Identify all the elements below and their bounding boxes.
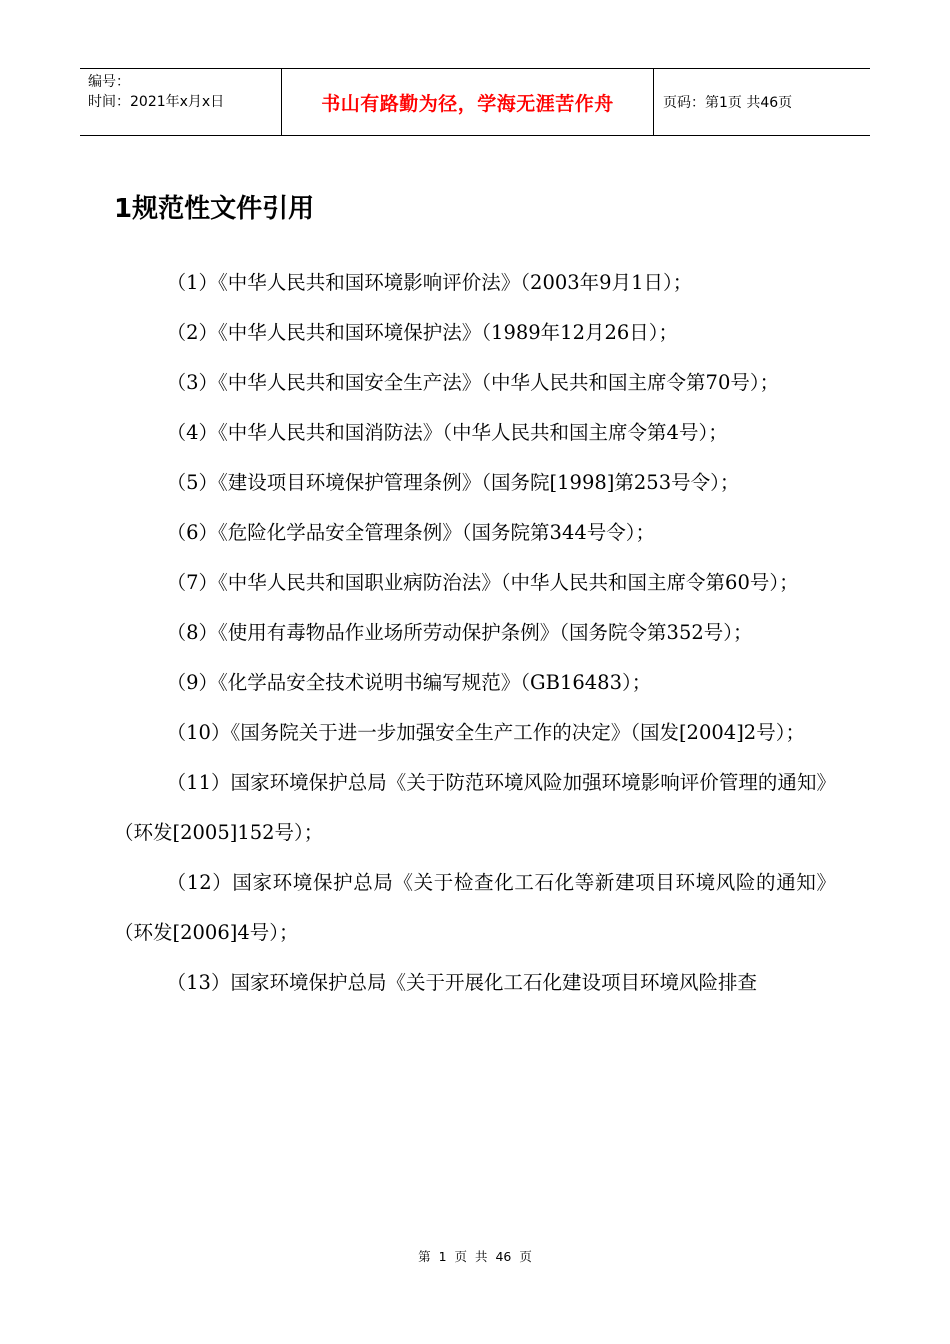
list-item: （10）《国务院关于进一步加强安全生产工作的决定》（国发[2004]2号）； — [166, 721, 805, 744]
header-motto: 书山有路勤为径，学海无涯苦作舟 — [282, 69, 654, 135]
list-item: （9）《化学品安全技术说明书编写规范》（GB16483）； — [166, 671, 652, 694]
serial-number-label: 编号： — [88, 74, 130, 90]
header-page-info: 页码：第1页 共46页 — [663, 95, 793, 111]
list-item: （5）《建设项目环境保护管理条例》（国务院[1998]第253号令）； — [166, 471, 740, 494]
list-item: （3）《中华人民共和国安全生产法》（中华人民共和国主席令第70号）； — [166, 371, 780, 394]
list-item: （2）《中华人民共和国环境保护法》（1989年12月26日）； — [166, 321, 679, 344]
list-item: （1）《中华人民共和国环境影响评价法》（2003年9月1日）； — [166, 271, 693, 294]
regulation-list — [114, 258, 836, 1008]
list-item: （6）《危险化学品安全管理条例》（国务院第344号令）； — [166, 521, 656, 544]
list-item: （12）国家环境保护总局《关于检查化工石化等新建项目环境风险的通知》（环发[2006]4号）； — [114, 871, 836, 944]
header-meta — [80, 69, 282, 135]
list-item: （7）《中华人民共和国职业病防治法》（中华人民共和国主席令第60号）； — [166, 571, 799, 594]
document-header — [80, 68, 870, 136]
list-item: （4）《中华人民共和国消防法》（中华人民共和国主席令第4号）； — [166, 421, 728, 444]
list-item: （13）国家环境保护总局《关于开展化工石化建设项目环境风险排查 — [166, 971, 757, 994]
list-item: （11）国家环境保护总局《关于防范环境风险加强环境影响评价管理的通知》（环发[2005]152号）； — [114, 771, 836, 844]
section-title: 1规范性文件引用 — [114, 194, 315, 224]
time-label: 时间：2021年x月x日 — [88, 94, 225, 110]
list-item: （8）《使用有毒物品作业场所劳动保护条例》（国务院令第352号）； — [166, 621, 753, 644]
page-footer: 第 1 页 共 46 页 — [418, 1249, 532, 1264]
